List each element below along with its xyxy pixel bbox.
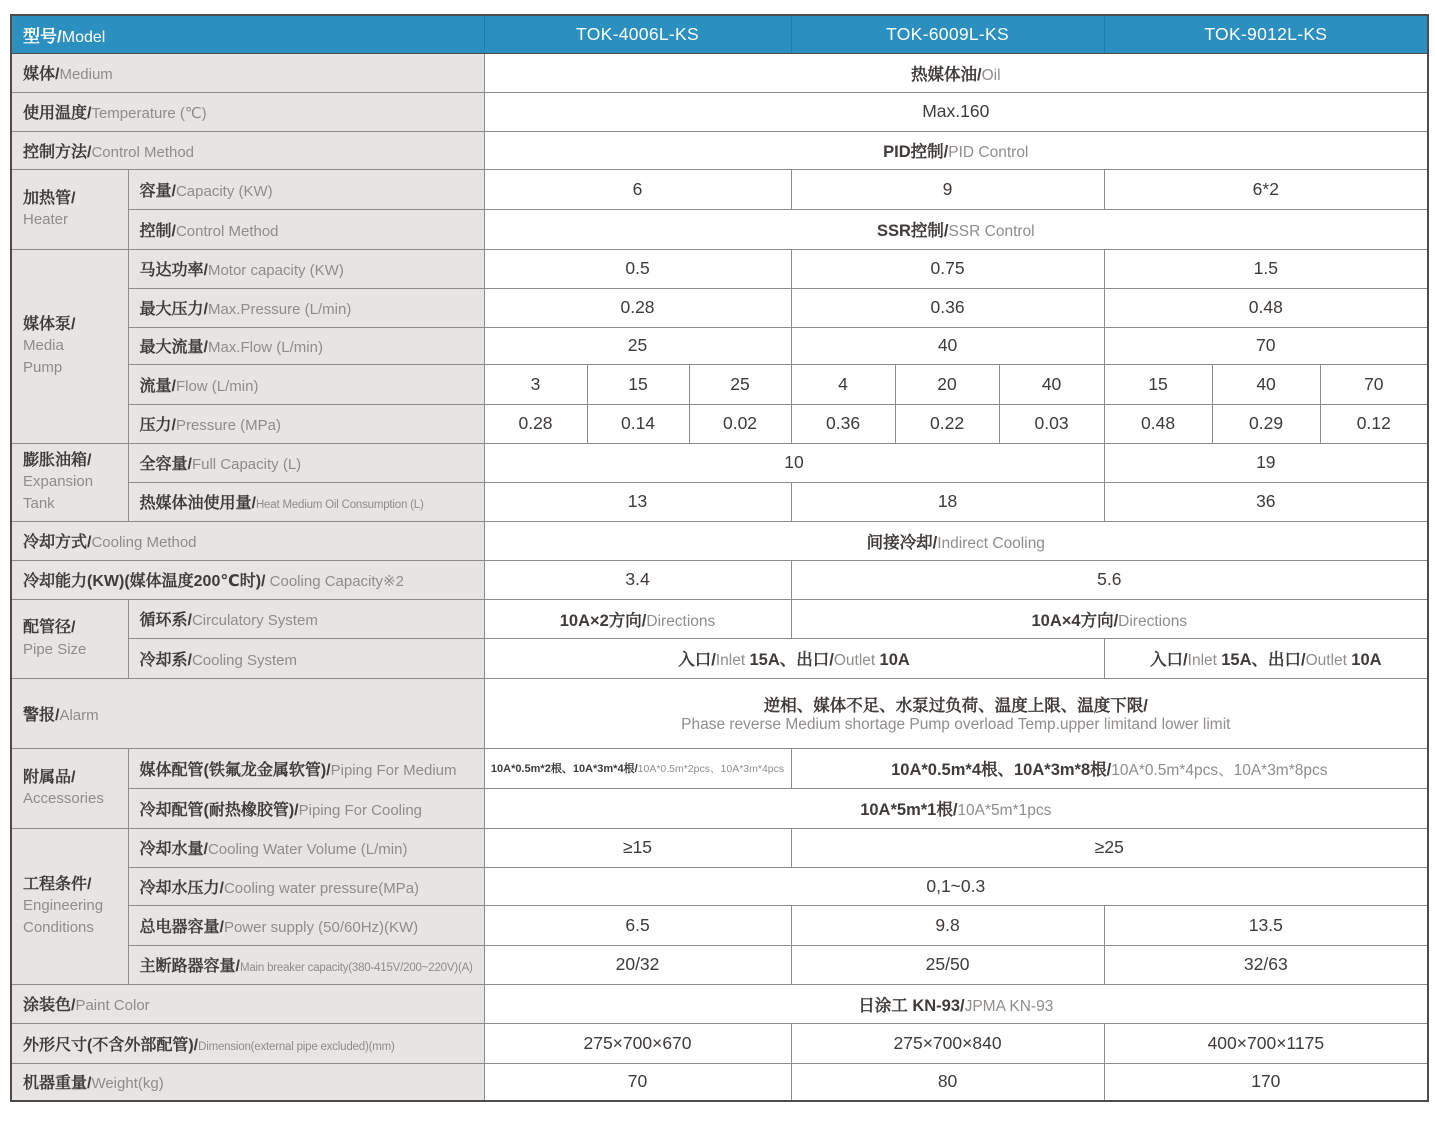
- pump-flow-value-7: 40: [1212, 364, 1320, 404]
- control-method-row: [11, 131, 1428, 169]
- pump-pressure-value-1: 0.28: [484, 404, 587, 443]
- weight-row: [11, 1063, 1428, 1101]
- eng-main-breaker-value-1: 20/32: [484, 945, 791, 984]
- paint-color-label: 涂装色/Paint Color: [11, 984, 484, 1023]
- pump-pressure-value-4: 0.22: [895, 404, 999, 443]
- eng-power-supply-label: 总电器容量/Power supply (50/60Hz)(KW): [128, 905, 484, 945]
- model-header-hlabel: 型号/Model: [11, 15, 484, 53]
- temperature-row: [11, 92, 1428, 131]
- pump-flow-value-5: 40: [999, 364, 1104, 404]
- paint-color-value-1: 日涂工 KN-93/JPMA KN-93: [484, 984, 1428, 1023]
- heater-control-row: [11, 209, 1428, 249]
- pump-pressure-value-2: 0.02: [689, 404, 791, 443]
- heater-capacity-row: [11, 169, 1428, 209]
- weight-value-2: 170: [1104, 1063, 1428, 1101]
- medium-row: [11, 53, 1428, 92]
- pump-flow-value-1: 15: [587, 364, 689, 404]
- cooling-capacity-value-1: 5.6: [791, 560, 1428, 599]
- pipe-circulatory-value-2: 10A×4方向/Directions: [791, 599, 1428, 638]
- pump-pressure-value-8: 0.12: [1320, 404, 1428, 443]
- accessories-piping-medium-value-2: 10A*0.5m*4根、10A*3m*8根/10A*0.5m*4pcs、10A*3m*8pcs: [791, 748, 1428, 788]
- eng-cooling-water-volume-label: 冷却水量/Cooling Water Volume (L/min): [128, 828, 484, 867]
- pump-flow-value-1: 3: [484, 364, 587, 404]
- cooling-method-row: [11, 521, 1428, 560]
- eng-main-breaker-label: 主断路器容量/Main breaker capacity(380-415V/200~220V)(A): [128, 945, 484, 984]
- pump-max-pressure-value-1: 0.28: [484, 288, 791, 327]
- cooling-capacity-value-1: 3.4: [484, 560, 791, 599]
- eng-cooling-water-pressure-value-1: 0,1~0.3: [484, 867, 1428, 905]
- accessories-piping-cooling-value-1: 10A*5m*1根/10A*5m*1pcs: [484, 788, 1428, 828]
- pump-max-pressure-label: 最大压力/Max.Pressure (L/min): [128, 288, 484, 327]
- accessories-piping-medium-row: [11, 748, 1428, 788]
- pump-max-pressure-value-2: 0.48: [1104, 288, 1428, 327]
- accessories-piping-medium-group: 附属品/ Accessories: [11, 748, 128, 828]
- medium-label: 媒体/Medium: [11, 53, 484, 92]
- eng-main-breaker-value-2: 32/63: [1104, 945, 1428, 984]
- accessories-piping-cooling-label: 冷却配管(耐热橡胶管)/Piping For Cooling: [128, 788, 484, 828]
- paint-color-row: [11, 984, 1428, 1023]
- heater-control-label: 控制/Control Method: [128, 209, 484, 249]
- spec-table-body: [11, 15, 1428, 1101]
- pump-motor-capacity-value-3: 1.5: [1104, 249, 1428, 288]
- control-method-label: 控制方法/Control Method: [11, 131, 484, 169]
- eng-cooling-water-volume-row: [11, 828, 1428, 867]
- tank-oil-consumption-value-2: 36: [1104, 482, 1428, 521]
- pump-flow-label: 流量/Flow (L/min): [128, 364, 484, 404]
- tank-oil-consumption-label: 热媒体油使用量/Heat Medium Oil Consumption (L): [128, 482, 484, 521]
- alarm-value-1: 逆相、媒体不足、水泵过负荷、温度上限、温度下限/ Phase reverse Medium shortage Pump overload Temp.upper limitand lower limit: [484, 678, 1428, 748]
- pump-motor-capacity-value-2: 0.75: [791, 249, 1104, 288]
- eng-cooling-water-volume-group: 工程条件/ Engineering Conditions: [11, 828, 128, 984]
- medium-value-1: 热媒体油/Oil: [484, 53, 1428, 92]
- spec-table: [10, 14, 1429, 1102]
- pipe-cooling-value-1: 入口/Inlet 15A、出口/Outlet 10A: [484, 638, 1104, 678]
- pump-motor-capacity-label: 马达功率/Motor capacity (KW): [128, 249, 484, 288]
- eng-cooling-water-pressure-row: [11, 867, 1428, 905]
- pipe-circulatory-row: [11, 599, 1428, 638]
- model-header-row: [11, 15, 1428, 53]
- model-header-hmodel-2: TOK-9012L-KS: [1104, 15, 1428, 53]
- pump-max-pressure-value-1: 0.36: [791, 288, 1104, 327]
- cooling-method-value-1: 间接冷却/Indirect Cooling: [484, 521, 1428, 560]
- alarm-label: 警报/Alarm: [11, 678, 484, 748]
- pump-max-pressure-row: [11, 288, 1428, 327]
- tank-full-capacity-value-1: 10: [484, 443, 1104, 482]
- tank-oil-consumption-row: [11, 482, 1428, 521]
- accessories-piping-cooling-row: [11, 788, 1428, 828]
- control-method-value-1: PID控制/PID Control: [484, 131, 1428, 169]
- pump-motor-capacity-value-1: 0.5: [484, 249, 791, 288]
- cooling-capacity-row: [11, 560, 1428, 599]
- heater-control-value-1: SSR控制/SSR Control: [484, 209, 1428, 249]
- dimension-row: [11, 1023, 1428, 1063]
- pipe-circulatory-value-1: 10A×2方向/Directions: [484, 599, 791, 638]
- dimension-value-2: 400×700×1175: [1104, 1023, 1428, 1063]
- pump-flow-value-4: 20: [895, 364, 999, 404]
- pump-max-flow-value-1: 40: [791, 327, 1104, 364]
- model-header-hmodel-1: TOK-6009L-KS: [791, 15, 1104, 53]
- cooling-capacity-label: 冷却能力(KW)(媒体温度200℃时)/ Cooling Capacity※2: [11, 560, 484, 599]
- eng-cooling-water-volume-value-1: ≥15: [484, 828, 791, 867]
- pipe-circulatory-label: 循环系/Circulatory System: [128, 599, 484, 638]
- pump-max-flow-label: 最大流量/Max.Flow (L/min): [128, 327, 484, 364]
- pipe-cooling-value-1: 入口/Inlet 15A、出口/Outlet 10A: [1104, 638, 1428, 678]
- accessories-piping-medium-label: 媒体配管(铁氟龙金属软管)/Piping For Medium: [128, 748, 484, 788]
- eng-power-supply-value-1: 6.5: [484, 905, 791, 945]
- pump-flow-row: [11, 364, 1428, 404]
- temperature-value-1: Max.160: [484, 92, 1428, 131]
- pump-max-flow-value-2: 70: [1104, 327, 1428, 364]
- pump-pressure-value-1: 0.14: [587, 404, 689, 443]
- eng-main-breaker-row: [11, 945, 1428, 984]
- dimension-label: 外形尺寸(不含外部配管)/Dimension(external pipe excluded)(mm): [11, 1023, 484, 1063]
- pump-flow-value-8: 70: [1320, 364, 1428, 404]
- weight-value-1: 70: [484, 1063, 791, 1101]
- heater-capacity-value-3: 6*2: [1104, 169, 1428, 209]
- heater-capacity-group: 加热管/ Heater: [11, 169, 128, 249]
- pump-pressure-label: 压力/Pressure (MPa): [128, 404, 484, 443]
- pipe-cooling-label: 冷却系/Cooling System: [128, 638, 484, 678]
- eng-cooling-water-pressure-label: 冷却水压力/Cooling water pressure(MPa): [128, 867, 484, 905]
- tank-full-capacity-group: 膨胀油箱/ Expansion Tank: [11, 443, 128, 521]
- eng-power-supply-value-1: 9.8: [791, 905, 1104, 945]
- heater-capacity-value-1: 6: [484, 169, 791, 209]
- page: [0, 14, 1435, 1142]
- pump-motor-capacity-row: [11, 249, 1428, 288]
- cooling-method-label: 冷却方式/Cooling Method: [11, 521, 484, 560]
- pump-flow-value-2: 25: [689, 364, 791, 404]
- tank-full-capacity-label: 全容量/Full Capacity (L): [128, 443, 484, 482]
- pump-pressure-row: [11, 404, 1428, 443]
- pump-flow-value-6: 15: [1104, 364, 1212, 404]
- pump-pressure-value-7: 0.29: [1212, 404, 1320, 443]
- temperature-label: 使用温度/Temperature (℃): [11, 92, 484, 131]
- eng-main-breaker-value-1: 25/50: [791, 945, 1104, 984]
- accessories-piping-medium-value-1: 10A*0.5m*2根、10A*3m*4根/10A*0.5m*2pcs、10A*3m*4pcs: [484, 748, 791, 788]
- eng-cooling-water-volume-value-2: ≥25: [791, 828, 1428, 867]
- tank-full-capacity-row: [11, 443, 1428, 482]
- pipe-circulatory-group: 配管径/ Pipe Size: [11, 599, 128, 678]
- tank-full-capacity-value-2: 19: [1104, 443, 1428, 482]
- pump-max-flow-row: [11, 327, 1428, 364]
- tank-oil-consumption-value-1: 18: [791, 482, 1104, 521]
- eng-power-supply-row: [11, 905, 1428, 945]
- pump-motor-capacity-group: 媒体泵/ Media Pump: [11, 249, 128, 443]
- eng-power-supply-value-2: 13.5: [1104, 905, 1428, 945]
- pipe-cooling-row: [11, 638, 1428, 678]
- pump-pressure-value-3: 0.36: [791, 404, 895, 443]
- alarm-row: [11, 678, 1428, 748]
- pump-pressure-value-5: 0.03: [999, 404, 1104, 443]
- pump-max-flow-value-1: 25: [484, 327, 791, 364]
- weight-label: 机器重量/Weight(kg): [11, 1063, 484, 1101]
- pump-pressure-value-6: 0.48: [1104, 404, 1212, 443]
- dimension-value-1: 275×700×840: [791, 1023, 1104, 1063]
- weight-value-1: 80: [791, 1063, 1104, 1101]
- pump-flow-value-3: 4: [791, 364, 895, 404]
- heater-capacity-value-2: 9: [791, 169, 1104, 209]
- heater-capacity-label: 容量/Capacity (KW): [128, 169, 484, 209]
- dimension-value-1: 275×700×670: [484, 1023, 791, 1063]
- tank-oil-consumption-value-1: 13: [484, 482, 791, 521]
- model-header-hmodel: TOK-4006L-KS: [484, 15, 791, 53]
